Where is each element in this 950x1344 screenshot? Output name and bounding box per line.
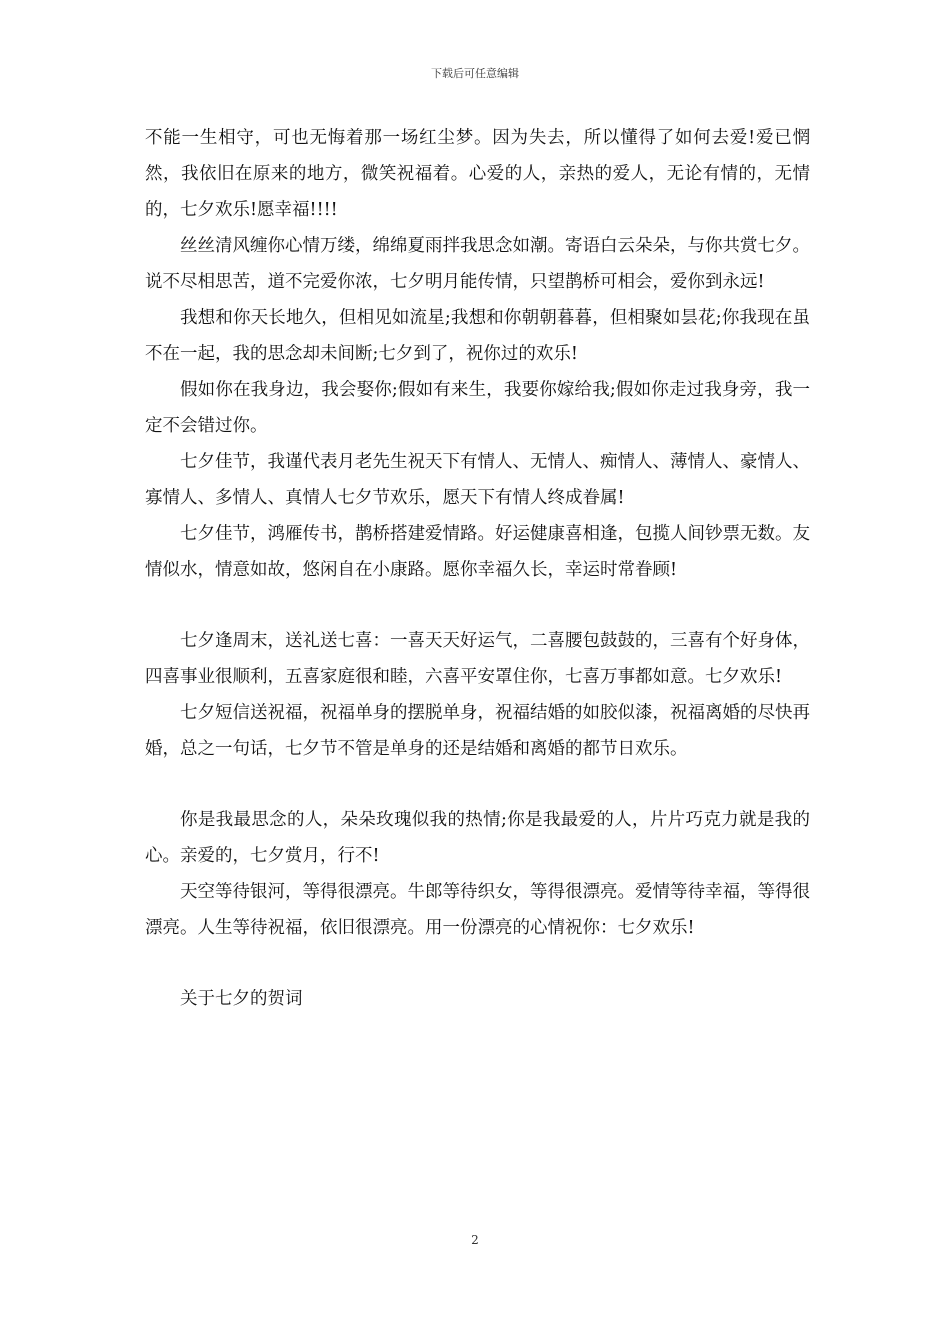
paragraph: 我想和你天长地久，但相见如流星;我想和你朝朝暮暮，但相聚如昙花;你我现在虽不在一起，我的思念却未间断;七夕到了，祝你过的欢乐! — [145, 308, 810, 364]
paragraph: 假如你在我身边，我会娶你;假如有来生，我要你嫁给我;假如你走过我身旁，我一定不会错过你。 — [145, 380, 810, 436]
paragraph: 七夕佳节，我谨代表月老先生祝天下有情人、无情人、痴情人、薄情人、豪情人、寡情人、多情人、真情人七夕节欢乐，愿天下有情人终成眷属! — [145, 452, 810, 508]
paragraph: 七夕佳节，鸿雁传书，鹊桥搭建爱情路。好运健康喜相逢，包揽人间钞票无数。友情似水，情意如故，悠闲自在小康路。愿你幸福久长，幸运时常眷顾! — [145, 524, 810, 580]
paragraph: 七夕短信送祝福，祝福单身的摆脱单身，祝福结婚的如胶似漆，祝福离婚的尽快再婚，总之一句话，七夕节不管是单身的还是结婚和离婚的都节日欢乐。 — [145, 703, 810, 759]
paragraph: 丝丝清风缠你心情万缕，绵绵夏雨拌我思念如潮。寄语白云朵朵，与你共赏七夕。说不尽相思苦，道不完爱你浓，七夕明月能传情，只望鹊桥可相会，爱你到永远! — [145, 236, 810, 292]
section-heading: 关于七夕的贺词 — [180, 989, 303, 1009]
page-number: 2 — [471, 1233, 479, 1247]
page-header: 下载后可任意编辑 — [431, 67, 519, 80]
document-body — [145, 120, 810, 1017]
paragraph: 天空等待银河，等得很漂亮。牛郎等待织女，等得很漂亮。爱情等待幸福，等得很漂亮。人生等待祝福，依旧很漂亮。用一份漂亮的心情祝你：七夕欢乐! — [145, 882, 810, 938]
paragraph: 七夕逢周末，送礼送七喜：一喜天天好运气，二喜腰包鼓鼓的，三喜有个好身体，四喜事业很顺利，五喜家庭很和睦，六喜平安罩住你，七喜万事都如意。七夕欢乐! — [145, 631, 810, 687]
paragraph: 不能一生相守，可也无悔着那一场红尘梦。因为失去，所以懂得了如何去爱!爱已惘然，我依旧在原来的地方，微笑祝福着。心爱的人，亲热的爱人，无论有情的，无情的，七夕欢乐!愿幸福!!!! — [145, 128, 810, 220]
paragraph: 你是我最思念的人，朵朵玫瑰似我的热情;你是我最爱的人，片片巧克力就是我的心。亲爱的，七夕赏月，行不! — [145, 810, 810, 866]
